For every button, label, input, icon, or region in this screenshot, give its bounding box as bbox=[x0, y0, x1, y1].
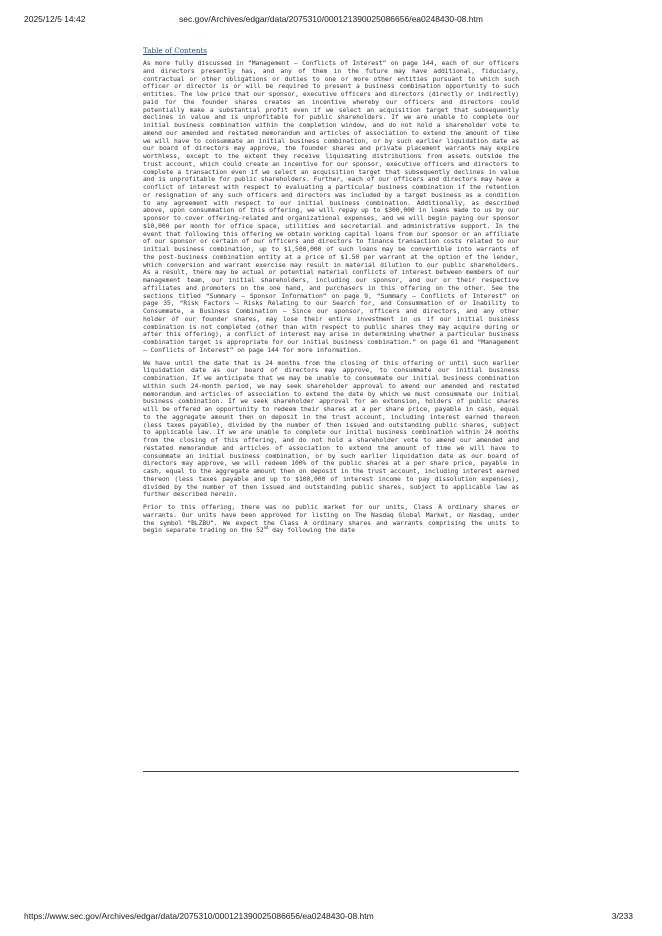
table-of-contents-link[interactable]: Table of Contents bbox=[143, 46, 208, 55]
browser-print-footer bbox=[0, 911, 662, 923]
document-page bbox=[143, 38, 519, 540]
print-footer-url: https://www.sec.gov/Archives/edgar/data/2075310/000121390025086656/ea0248430-08.htm bbox=[24, 911, 374, 921]
paragraph-completion-window: We have until the date that is 24 months from the closing of this offering or until such earlier liquidation date as our board of directors may approve, to consummate our initial business combination. If we anticipate that we may be unable to consummate our initial business combination within such 24-month period, we may seek shareholder approval to amend our amended and restated memorandum and articles of association to extend the date by which we must consummate our initial business combination. If we seek shareholder approval for an extension, holders of public shares will be offered an opportunity to redeem their shares at a per share price, payable in cash, equal to the aggregate amount then on deposit in the trust account, including interest earned thereon (less taxes payable), divided by the number of then issued and outstanding public shares, subject to applicable law. If we are unable to complete our initial business combination within 24 months from the closing of this offering, and do not hold a shareholder vote to amend our amended and restated memorandum and articles of association to extend the amount of time we will have to consummate an initial business combination, or by such earlier liquidation date as our board of directors may approve, we will redeem 100% of the public shares at a per share price, payable in cash, equal to the aggregate amount then on deposit in the trust account, including interest earned thereon (less taxes payable and up to $100,000 of interest income to pay dissolution expenses), divided by the number of then issued and outstanding public shares, subject to applicable law as further described herein. bbox=[143, 359, 519, 499]
print-page-title: sec.gov/Archives/edgar/data/2075310/000121390025086656/ea0248430-08.htm bbox=[179, 14, 483, 24]
paragraph-conflicts-of-interest: As more fully discussed in “Management — Conflicts of Interest” on page 144, each of our officers and directors presently has, and any of them in the future may have additional, fiduciary, contractual or other obligations or duties to one or more other entities pursuant to which such officer or director is or will be required to present a business combination opportunity to such entities. The low price that our sponsor, executive officers and directors (directly or indirectly) paid for the founder shares creates an incentive whereby our officers and directors could potentially make a substantial profit even if we select an acquisition target that subsequently declines in value and is unprofitable for public shareholders. If we are unable to complete our initial business combination within the completion window, and do not hold a shareholder vote to amend our amended and restated memorandum and articles of association to extend the amount of time we will have to consummate an initial business combination, or by such earlier liquidation date as our board of directors may approve, the founder shares and private placement warrants may expire worthless, except to the extent they receive liquidating distributions from assets outside the trust account, which could create an incentive for our sponsor, executive officers and directors to complete a transaction even if we select an acquisition target that subsequently declines in value and is unprofitable for public shareholders. Further, each of our officers and directors may have a conflict of interest with respect to evaluating a particular business combination if the retention or resignation of any such officers and directors was included by a target business as a condition to any agreement with respect to our initial business combination. Additionally, as described above, upon consummation of this offering, we will repay up to $300,000 in loans made to us by our sponsor to cover offering-related and organizational expenses, and we will begin paying our sponsor $10,000 per month for office space, utilities and secretarial and administrative support. In the event that following this offering we obtain working capital loans from our sponsor or an affiliate of our sponsor or certain of our officers and directors to finance transaction costs related to our initial business combination, up to $1,500,000 of such loans may be convertible into warrants of the post-business combination entity at a price of $1.50 per warrant at the option of the lender, which conversion and warrant exercise may result in material dilution to our public shareholders. As a result, there may be actual or potential material conflicts of interest between members of our management team, our initial shareholders, including our sponsor, and our or their respective affiliates and promoters on the one hand, and purchasers in this offering on the other. See the sections titled “Summary — Sponsor Information” on page 9, “Summary — Conflicts of Interest” on page 35, “Risk Factors — Risks Relating to our Search for, and Consummation of or Inability to Consummate, a Business Combination — Since our sponsor, officers and directors, and any other holder of our founder shares, may lose their entire investment in us if our initial business combination is not completed (other than with respect to public shares they may acquire during or after this offering), a conflict of interest may arise in determining whether a particular business combination target is appropriate for our initial business combination.” on page 61 and “Management — Conflicts of Interest” on page 144 for more information. bbox=[143, 60, 519, 354]
print-page-counter: 3/233 bbox=[611, 911, 633, 921]
paragraph-listing bbox=[143, 504, 519, 535]
listing-text-end: day following the date bbox=[268, 527, 356, 535]
listing-text-start: Prior to this offering, there was no public market for our units, Class A ordinary shares or warrants. Our units have been approved for listing on The Nasdaq Global Market, or Nasdaq, under the symbol “BLZBU”. We expect the Class A ordinary shares and warrants comprising the units to begin separate trading on the 52 bbox=[143, 504, 519, 535]
print-timestamp: 2025/12/5 14:42 bbox=[24, 14, 86, 24]
ordinal-suffix: nd bbox=[263, 525, 269, 531]
page-divider-rule bbox=[143, 771, 519, 772]
browser-print-header bbox=[0, 14, 662, 26]
